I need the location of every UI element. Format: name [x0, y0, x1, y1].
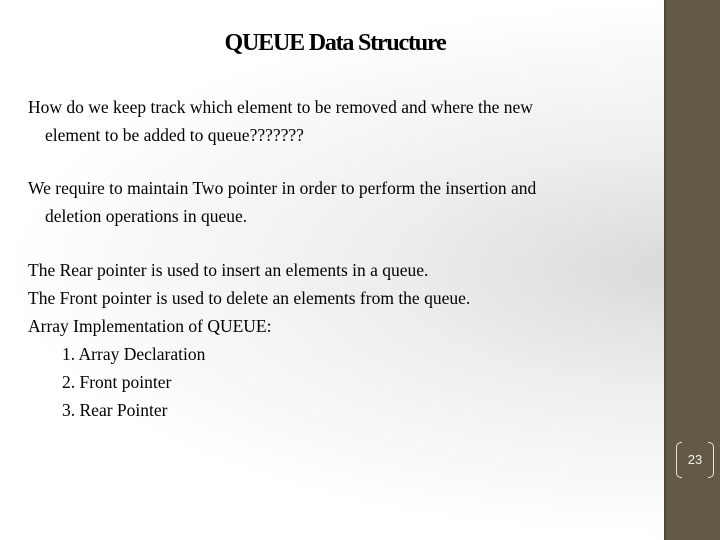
- answer-line-1: We require to maintain Two pointer in order to perform the insertion and: [28, 178, 537, 198]
- list-item-rear-pointer: 3. Rear Pointer: [62, 400, 168, 420]
- list-item-front-pointer: 2. Front pointer: [62, 372, 172, 392]
- page-number: 23: [687, 452, 703, 467]
- list-item-array-declaration: 1. Array Declaration: [62, 344, 206, 364]
- page-number-badge: [676, 442, 714, 478]
- array-implementation-heading: Array Implementation of QUEUE:: [28, 316, 272, 336]
- right-bracket-icon: [708, 442, 714, 478]
- front-pointer-text: The Front pointer is used to delete an elements from the queue.: [28, 288, 471, 308]
- answer-line-2: deletion operations in queue.: [45, 206, 248, 226]
- pointer-list: [28, 256, 638, 424]
- question-line-2: element to be added to queue???????: [45, 125, 304, 145]
- question-paragraph: [28, 93, 638, 149]
- question-line-1: How do we keep track which element to be removed and where the new: [28, 97, 533, 117]
- slide-title: QUEUE Data Structure: [224, 30, 446, 56]
- answer-paragraph: [28, 174, 638, 230]
- rear-pointer-text: The Rear pointer is used to insert an elements in a queue.: [28, 260, 429, 280]
